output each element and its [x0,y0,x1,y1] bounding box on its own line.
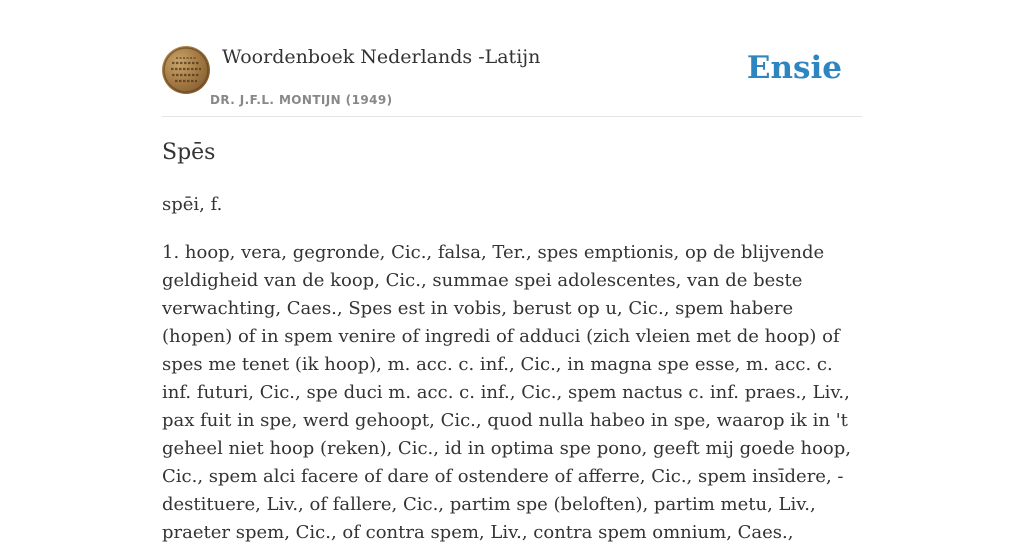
entry-grammar: spēi, f. [162,194,223,215]
book-seal-icon[interactable] [162,46,210,94]
book-title[interactable]: Woordenboek Nederlands -Latijn [222,46,541,68]
entry-headword: Spēs [162,140,216,165]
page [162,0,862,543]
book-author[interactable]: DR. J.F.L. MONTIJN (1949) [210,93,393,107]
ensie-logo-link[interactable]: Ensie [746,50,842,86]
entry-header [162,0,862,117]
entry-definition: 1. hoop, vera, gegronde, Cic., falsa, Ter., spes emptionis, op de blijvende geldigheid van de koop, Cic., summae spei adolescentes, van de beste verwachting, Caes., Spes est in vobis, berust op u, Cic., spem habere (hopen) of in spem venire of ingredi of adduci (zich vleien met de hoop) of spes me tenet (ik hoop), m. acc. c. inf., Cic., in magna spe esse, m. acc. c. inf. futuri, Cic., spe duci m. acc. c. inf., Cic., spem nactus c. inf. praes., Liv., pax fuit in spe, werd gehoopt, Cic., quod nulla habeo in spe, waarop ik in 't geheel niet hoop (reken), Cic., id in optima spe pono, geeft mij goede hoop, Cic., spem alci facere of dare of ostendere of afferre, Cic., spem insīdere, - destituere, Liv., of fallere, Cic., partim spe (beloften), partim metu, Liv., praeter spem, Cic., of contra spem, Liv., contra spem omnium, Caes., [162,242,851,543]
